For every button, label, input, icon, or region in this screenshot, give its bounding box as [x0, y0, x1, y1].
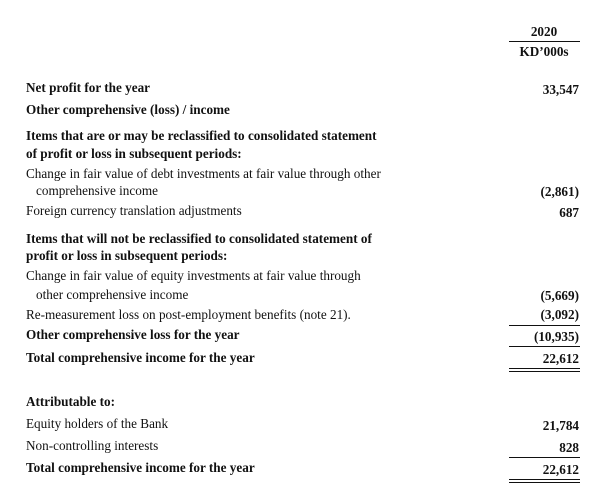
remeasurement-value: (3,092) [540, 307, 579, 322]
total-ci-2-underline-2 [509, 482, 580, 483]
debt-fv-label-line2: comprehensive income [36, 183, 158, 198]
total-ci-2-label: Total comprehensive income for the year [26, 460, 255, 475]
fx-value: 687 [559, 205, 579, 220]
equity-fv-label-line2: other comprehensive income [36, 287, 189, 302]
no-reclass-heading-line2: profit or loss in subsequent periods: [26, 248, 228, 263]
equity-holders-label: Equity holders of the Bank [26, 416, 169, 431]
equity-holders-value: 21,784 [542, 418, 579, 433]
net-profit-value: 33,547 [542, 82, 579, 97]
subtotal-line [509, 325, 580, 326]
total-ci-underline-1 [509, 368, 580, 369]
column-unit: KD’000s [519, 44, 569, 59]
nci-value: 828 [559, 440, 579, 455]
attrib-subtotal-line [509, 457, 580, 458]
oci-loss-value: (10,935) [533, 329, 579, 344]
net-profit-label: Net profit for the year [26, 80, 151, 95]
remeasurement-label: Re-measurement loss on post-employment benefits (note 21). [26, 307, 351, 322]
debt-fv-label-line1: Change in fair value of debt investments at fair value through other [26, 166, 381, 181]
total-ci-2-value: 22,612 [542, 462, 579, 477]
debt-fv-value: (2,861) [540, 184, 579, 199]
nci-label: Non-controlling interests [26, 438, 159, 453]
total-ci-2-underline-1 [509, 479, 580, 480]
total-ci-label: Total comprehensive income for the year [26, 350, 255, 365]
oci-heading: Other comprehensive (loss) / income [26, 102, 230, 117]
total-ci-underline-2 [509, 371, 580, 372]
column-year: 2020 [530, 24, 558, 39]
oci-loss-label: Other comprehensive loss for the year [26, 327, 240, 342]
attributable-heading: Attributable to: [26, 394, 116, 409]
reclass-heading-line2: of profit or loss in subsequent periods: [26, 146, 242, 161]
header-divider [509, 41, 580, 42]
equity-fv-value: (5,669) [540, 288, 579, 303]
total-ci-value: 22,612 [542, 351, 579, 366]
no-reclass-heading-line1: Items that will not be reclassified to consolidated statement of [26, 231, 372, 246]
equity-fv-label-line1: Change in fair value of equity investments at fair value through [26, 268, 361, 283]
oci-loss-line [509, 346, 580, 347]
fx-label: Foreign currency translation adjustments [26, 203, 242, 218]
reclass-heading-line1: Items that are or may be reclassified to consolidated statement [26, 128, 377, 143]
